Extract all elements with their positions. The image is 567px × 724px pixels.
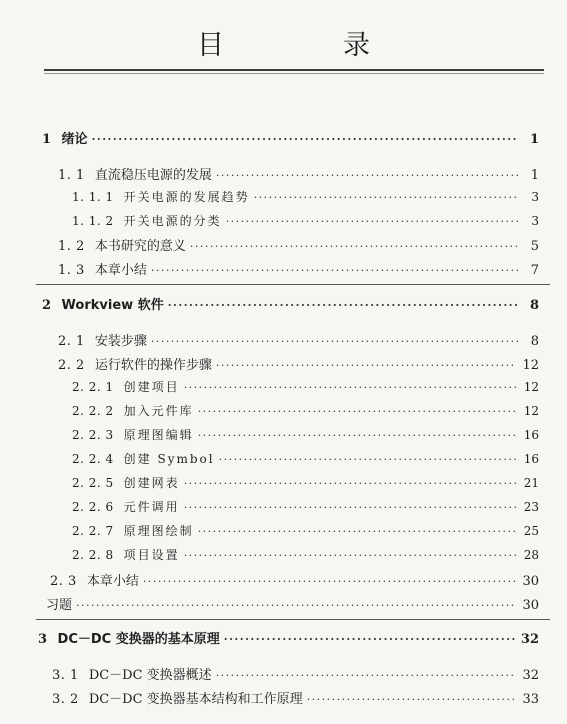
entry-number: 2. 3 <box>50 574 77 589</box>
entry-title: 安装步骤 <box>94 334 147 349</box>
entry-page: 21 <box>523 476 539 490</box>
entry-number: 3. 2 <box>52 692 79 707</box>
entry-page: 16 <box>523 428 539 442</box>
entry-page: 25 <box>523 524 539 538</box>
toc-entry-2-2-4[interactable] <box>72 450 539 470</box>
entry-number: 3 <box>38 632 48 647</box>
toc-entry-3-1[interactable] <box>52 664 539 684</box>
entry-page: 33 <box>522 692 539 707</box>
entry-page: 8 <box>529 298 539 313</box>
entry-page: 1 <box>530 168 539 183</box>
entry-page: 23 <box>523 500 539 514</box>
entry-page: 12 <box>523 404 539 418</box>
entry-number: 2. 2. 1 <box>72 380 114 394</box>
entry-number: 1. 3 <box>58 263 85 278</box>
leader-dots <box>151 264 519 277</box>
entry-title: 绪论 <box>61 132 88 147</box>
entry-page: 8 <box>530 334 539 349</box>
entry-title: 开关电源的发展趋势 <box>123 190 250 204</box>
entry-page: 7 <box>530 263 539 278</box>
toc-entry-2-2[interactable] <box>58 354 539 374</box>
entry-number: 2. 2. 4 <box>72 452 114 466</box>
leader-dots <box>216 359 517 372</box>
leader-dots <box>198 405 518 418</box>
page-title: 目 录 <box>197 30 416 61</box>
toc-entry-ch1[interactable] <box>42 128 539 148</box>
entry-number: 1 <box>42 132 52 147</box>
toc-entry-2-2-7[interactable] <box>72 522 539 542</box>
leader-dots <box>198 429 518 442</box>
entry-page: 30 <box>522 598 539 613</box>
entry-title: 直流稳压电源的发展 <box>94 168 212 183</box>
leader-dots <box>254 191 519 204</box>
toc-entry-2-2-2[interactable] <box>72 402 539 422</box>
leader-dots <box>226 215 519 228</box>
entry-page: 32 <box>520 632 539 647</box>
entry-title: 习题 <box>46 598 73 613</box>
entry-page: 3 <box>531 190 539 204</box>
leader-dots <box>307 693 517 706</box>
entry-title: 创建网表 <box>123 476 180 490</box>
entry-title: 原理图绘制 <box>123 524 194 538</box>
entry-page: 5 <box>530 239 539 254</box>
title-rule-thin <box>44 73 544 74</box>
entry-number: 1. 2 <box>58 239 85 254</box>
leader-dots <box>219 453 518 466</box>
entry-title: DC－DC 变换器的基本原理 <box>57 632 220 647</box>
entry-number: 1. 1. 2 <box>72 214 114 228</box>
leader-dots <box>184 549 518 562</box>
leader-dots <box>143 575 517 588</box>
toc-entry-2-2-8[interactable] <box>72 546 539 566</box>
entry-number: 2. 2. 3 <box>72 428 114 442</box>
entry-title: DC－DC 变换器基本结构和工作原理 <box>88 692 303 707</box>
entry-page: 28 <box>523 548 539 562</box>
entry-number: 2. 2. 6 <box>72 500 114 514</box>
entry-title: Workview 软件 <box>61 298 164 313</box>
entry-title: 运行软件的操作步骤 <box>94 358 212 373</box>
toc-entry-1-1-1[interactable] <box>72 188 539 208</box>
chapter-divider <box>36 619 550 620</box>
leader-dots <box>168 299 519 312</box>
entry-title: 原理图编辑 <box>123 428 194 442</box>
leader-dots <box>224 633 515 646</box>
title-rule <box>44 69 544 71</box>
entry-number: 2 <box>42 298 52 313</box>
entry-number: 2. 2 <box>58 358 85 373</box>
entry-title: 本章小结 <box>94 263 147 278</box>
toc-entry-1-1-2[interactable] <box>72 212 539 232</box>
entry-page: 1 <box>529 132 539 147</box>
entry-page: 12 <box>523 380 539 394</box>
entry-title: 元件调用 <box>123 500 180 514</box>
entry-page: 12 <box>522 358 539 373</box>
toc-entry-2-1[interactable] <box>58 330 539 350</box>
toc-entry-1-2[interactable] <box>58 235 539 255</box>
entry-number: 2. 2. 7 <box>72 524 114 538</box>
toc-entry-1-3[interactable] <box>58 259 539 279</box>
chapter-divider <box>36 284 550 285</box>
leader-dots <box>190 240 519 253</box>
entry-title: 本章小结 <box>86 574 139 589</box>
entry-title: 创建 Symbol <box>123 452 215 466</box>
leader-dots <box>151 335 519 348</box>
toc-entry-2-2-5[interactable] <box>72 474 539 494</box>
toc-entry-3-2[interactable] <box>52 688 539 708</box>
leader-dots <box>198 525 518 538</box>
entry-title: DC－DC 变换器概述 <box>88 668 212 683</box>
entry-page: 30 <box>522 574 539 589</box>
entry-title: 创建项目 <box>123 380 180 394</box>
leader-dots <box>184 501 518 514</box>
toc-entry-2-3[interactable] <box>50 570 539 590</box>
entry-page: 16 <box>523 452 539 466</box>
entry-page: 3 <box>531 214 539 228</box>
leader-dots <box>76 599 516 612</box>
entry-title: 项目设置 <box>123 548 180 562</box>
toc-entry-ch3[interactable] <box>38 628 539 648</box>
entry-title: 开关电源的分类 <box>123 214 222 228</box>
toc-entry-2-2-1[interactable] <box>72 378 539 398</box>
entry-page: 32 <box>522 668 539 683</box>
entry-number: 3. 1 <box>52 668 79 683</box>
entry-title: 本书研究的意义 <box>94 239 186 254</box>
entry-title: 加入元件库 <box>123 404 194 418</box>
toc-entry-1-1[interactable] <box>58 164 539 184</box>
entry-number: 2. 2. 8 <box>72 548 114 562</box>
entry-number: 2. 2. 2 <box>72 404 114 418</box>
leader-dots <box>92 133 519 146</box>
entry-number: 2. 1 <box>58 334 85 349</box>
leader-dots <box>184 477 518 490</box>
entry-number: 1. 1 <box>58 168 85 183</box>
toc-entry-exercises[interactable] <box>46 594 539 614</box>
toc-entry-2-2-6[interactable] <box>72 498 539 518</box>
entry-number: 2. 2. 5 <box>72 476 114 490</box>
toc-entry-2-2-3[interactable] <box>72 426 539 446</box>
leader-dots <box>216 169 519 182</box>
leader-dots <box>184 381 518 394</box>
leader-dots <box>216 669 517 682</box>
toc-entry-ch2[interactable] <box>42 294 539 314</box>
entry-number: 1. 1. 1 <box>72 190 114 204</box>
